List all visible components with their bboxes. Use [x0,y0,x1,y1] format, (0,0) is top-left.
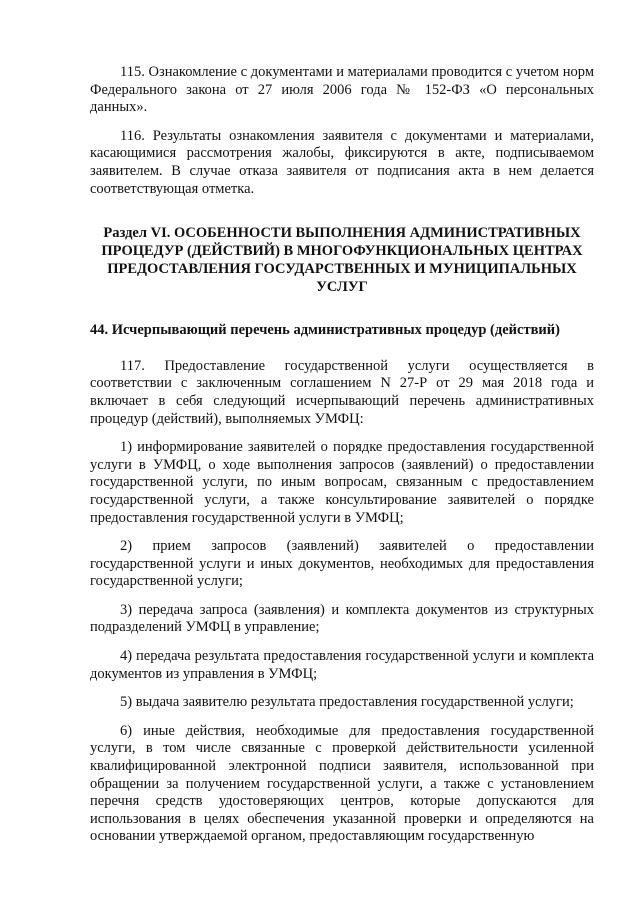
list-item-6: 6) иные действия, необходимые для предоставления государственной услуги, в том числе связанные с проверкой действительности усиленной квалифицированной электронной подписи заявителя, использованной при обращении за получением государственной услуги, а также с установлением перечня средств удостоверяющих центров, которые допускаются для использования в целях обеспечения указанной проверки и определяются на основании утверждаемой органом, предоставляющим государственную [90,722,594,845]
list-item-4: 4) передача результата предоставления государственной услуги и комплекта документов из управления в УМФЦ; [90,648,594,682]
section-title: Раздел VI. ОСОБЕННОСТИ ВЫПОЛНЕНИЯ АДМИНИСТРАТИВНЫХ ПРОЦЕДУР (ДЕЙСТВИЙ) В МНОГОФУНКЦИОНАЛЬНЫХ ЦЕНТРАХ ПРЕДОСТАВЛЕНИЯ ГОСУДАРСТВЕННЫХ И МУНИЦИПАЛЬНЫХ УСЛУГ [101,225,583,296]
paragraph-116: 116. Результаты ознакомления заявителя с документами и материалами, касающимися рассмотрения жалобы, фиксируются в акте, подписываемом заявителем. В случае отказа заявителя от подписания акта в нем делается соответствующая отметка. [90,127,594,197]
paragraph-115: 115. Ознакомление с документами и материалами проводится с учетом норм Федерального закона от 27 июля 2006 года № 152-ФЗ «О персональных данных». [90,64,594,116]
list-item-5: 5) выдача заявителю результата предоставления государственной услуги; [120,694,574,711]
subsection-title: 44. Исчерпывающий перечень административных процедур (действий) [90,322,560,339]
paragraph-117: 117. Предоставление государственной услуги осуществляется в соответствии с заключенным соглашением N 27-Р от 29 мая 2018 года и включает в себя следующий исчерпывающий перечень административных процедур (действий), выполняемых УМФЦ: [90,357,594,427]
list-item-3: 3) передача запроса (заявления) и комплекта документов из структурных подразделений УМФЦ в управление; [90,601,594,636]
list-item-2: 2) прием запросов (заявлений) заявителей о предоставлении государственной услуги и иных документов, необходимых для предоставления государственной услуги; [90,538,594,590]
list-item-1: 1) информирование заявителей о порядке предоставления государственной услуги в УМФЦ, о ходе выполнения запросов (заявлений) о предоставлении государственной услуги, по иным вопросам, связанным с предоставлением государственной услуги, а также консультирование заявителей о порядке предоставления государственной услуги в УМФЦ; [90,439,594,526]
document-page [90,64,594,857]
